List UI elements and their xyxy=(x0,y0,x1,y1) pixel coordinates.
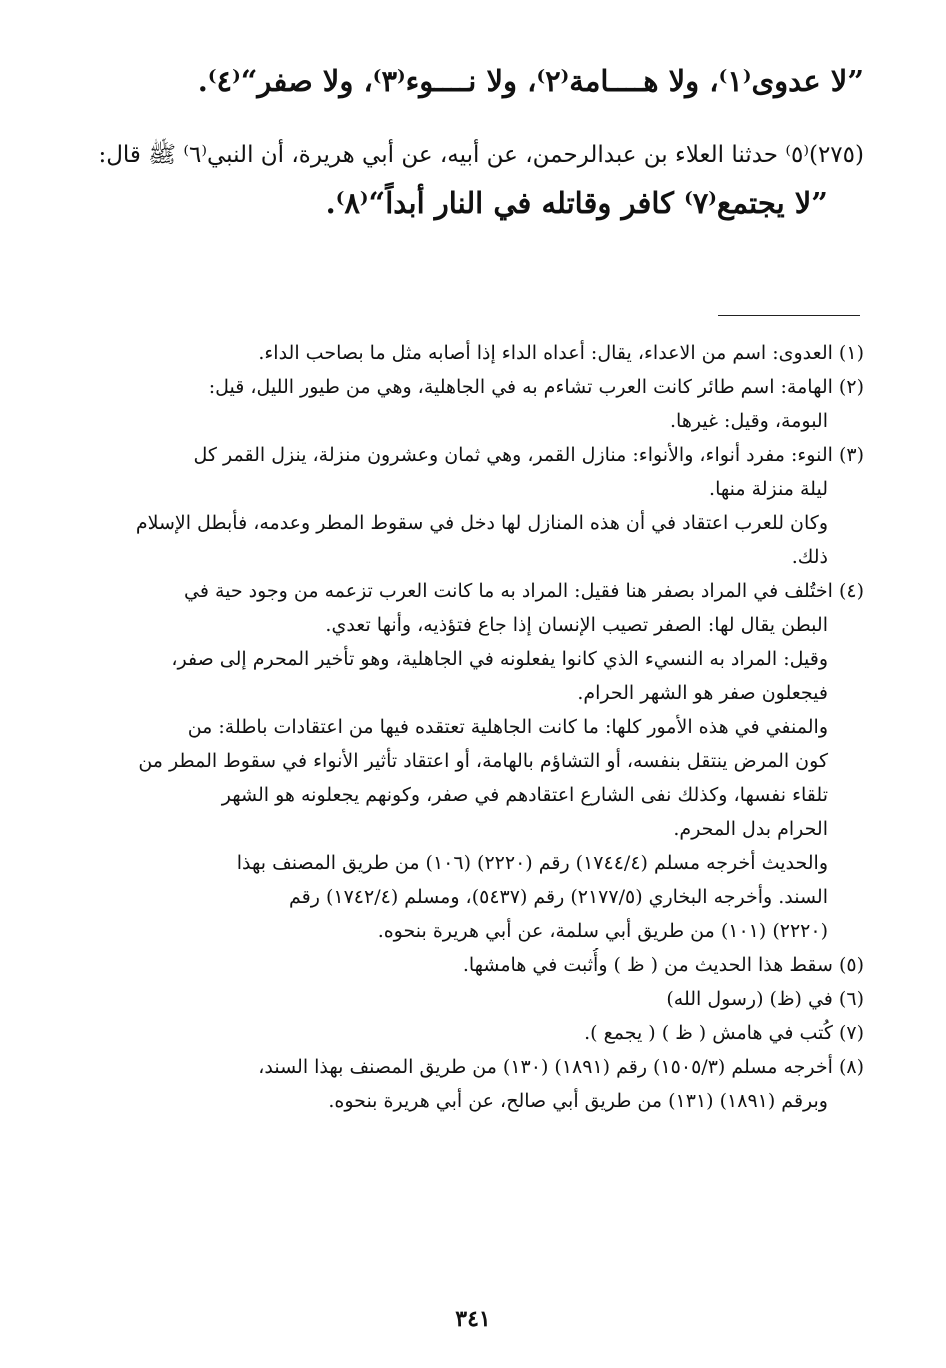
footnote xyxy=(79,438,864,574)
hadith-275-text: ”لا يجتمع⁽٧⁾ كافر وقاتله في النار أبداً“⁽٨⁾. xyxy=(325,186,828,220)
footnote-line: (٢) الهامة: اسم طائر كانت العرب تشاءم به في الجاهلية، وهي من طيور الليل، قيل: xyxy=(208,376,864,398)
footnote-line: (٢٢٢٠) (١٠١) من طريق أبي سلمة، عن أبي هريرة بنحوه. xyxy=(377,920,828,942)
hadith-number: (٢٧٥)⁽٥⁾ xyxy=(785,142,864,168)
footnote xyxy=(79,1016,864,1050)
footnote xyxy=(79,336,864,370)
footnote-line: (٧) كُتب في هامش ( ظ ) ( يجمع ). xyxy=(584,1022,864,1044)
footnote-line: ليلة منزلة منها. xyxy=(709,478,828,500)
footnote-line: (٣) النوء: مفرد أنواء، والأنواء: منازل القمر، وهي ثمان وعشرون منزلة، ينزل القمر كل xyxy=(193,444,864,466)
footnote-line: (٥) سقط هذا الحديث من ( ظ ) وأُثبت في هامشها. xyxy=(462,954,864,976)
footnote-line: وقيل: المراد به النسيء الذي كانوا يفعلونه في الجاهلية، وهو تأخير المحرم إلى صفر، xyxy=(171,648,828,670)
footnote-line: (٦) في (ظ) (رسول الله) xyxy=(666,988,864,1010)
footnote-line: (٨) أخرجه مسلم (١٥٠٥/٣) رقم (١٨٩١) (١٣٠) من طريق المصنف بهذا السند، xyxy=(258,1056,864,1078)
footnote xyxy=(79,370,864,438)
footnote xyxy=(79,948,864,982)
footnote-line: (٤) اختُلف في المراد بصفر هنا فقيل: المراد به ما كانت العرب تزعمه من وجود حية في xyxy=(183,580,864,602)
footnote-line: وبرقم (١٨٩١) (١٣١) من طريق أبي صالح، عن أبي هريرة بنحوه. xyxy=(328,1090,828,1112)
footnote xyxy=(79,1050,864,1118)
footnote-line: تلقاء نفسها، وكذلك نفى الشارع اعتقادهم في صفر، وكونهم يجعلونه هو الشهر xyxy=(221,784,828,806)
footnote-line: وكان للعرب اعتقاد في أن هذه المنازل لها دخل في سقوط المطر وعدمه، فأبطل الإسلام xyxy=(135,512,828,534)
page-number: ٣٤١ xyxy=(455,1306,491,1332)
footnote-line: السند. وأخرجه البخاري (٢١٧٧/٥) رقم (٥٤٣٧)، ومسلم (١٧٤٢/٤) رقم xyxy=(289,886,828,908)
footnote-separator xyxy=(718,315,860,316)
footnote-line: البومة، وقيل: غيرها. xyxy=(670,410,828,432)
hadith-275-line xyxy=(98,140,864,174)
footnote-line: والحديث أخرجه مسلم (١٧٤٤/٤) رقم (٢٢٢٠) (١٠٦) من طريق المصنف بهذا xyxy=(236,852,828,874)
footnote xyxy=(79,982,864,1016)
hadith-intro: حدثنا العلاء بن عبدالرحمن، عن أبيه، عن أبي هريرة، أن النبي⁽٦⁾ ﷺ قال: xyxy=(98,142,778,168)
footnote-line: فيجعلون صفر هو الشهر الحرام. xyxy=(577,682,828,704)
footnote-line: كون المرض ينتقل بنفسه، أو التشاؤم بالهامة، أو اعتقاد تأثير الأنواء في سقوط المطر من xyxy=(138,750,828,772)
footnote-line: والمنفي في هذه الأمور كلها: ما كانت الجاهلية تعتقده فيها من اعتقادات باطلة: من xyxy=(187,716,828,738)
footnote-line: ذلك. xyxy=(791,546,828,568)
footnote-line: البطن يقال لها: الصفر تصيب الإنسان إذا جاع فتؤذيه، وأنها تعدي. xyxy=(325,614,828,636)
footnote xyxy=(79,574,864,948)
footnotes xyxy=(79,336,864,1118)
footnote-line: (١) العدوى: اسم من الاعداء، يقال: أعداه الداء إذا أصابه مثل ما بصاحب الداء. xyxy=(258,342,864,364)
hadith-274-text: ”لا عدوى⁽١⁾، ولا هــــامة⁽٢⁾، ولا نــــوء⁽٣⁾، ولا صفر“⁽٤⁾. xyxy=(197,64,864,98)
footnote-line: الحرام بدل المحرم. xyxy=(673,818,828,840)
